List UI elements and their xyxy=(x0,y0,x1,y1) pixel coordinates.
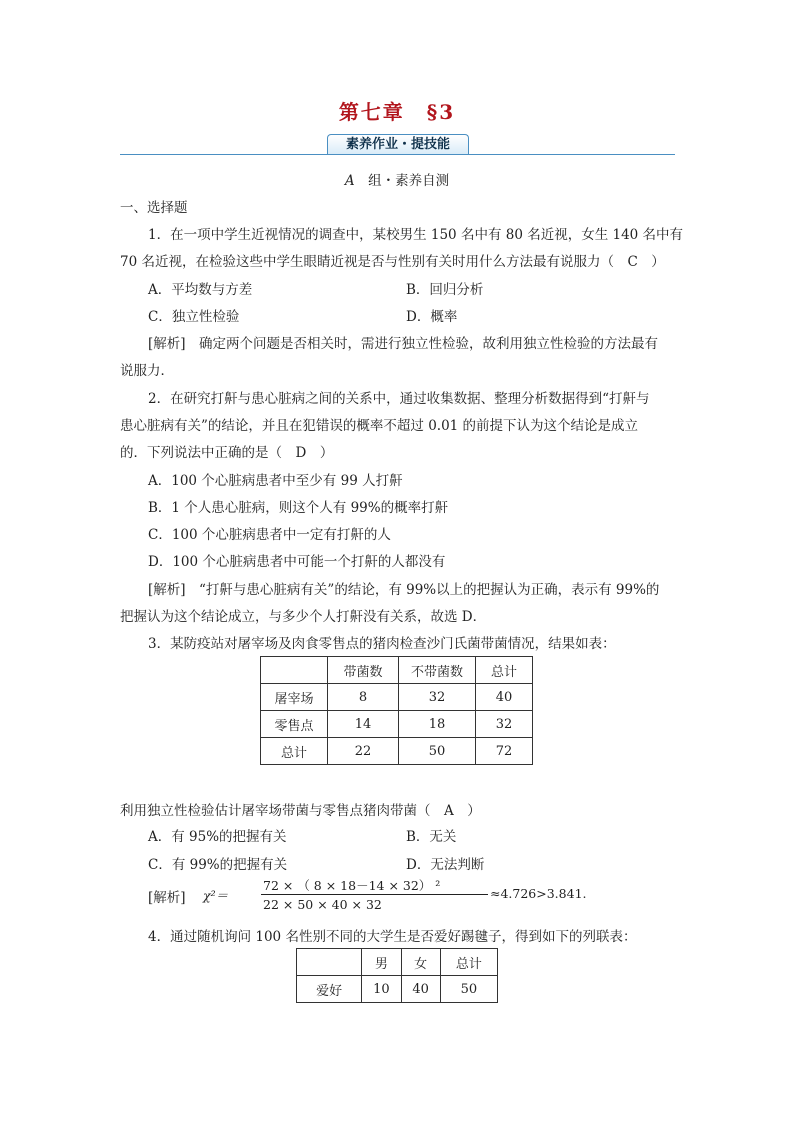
table-cell: 8 xyxy=(328,684,399,711)
q3-analysis-label: [解析] xyxy=(148,890,186,906)
group-label: 组・素养自测 xyxy=(354,173,450,189)
q3-option-a: A．有 95%的把握有关 xyxy=(148,829,287,845)
table-cell: 爱好 xyxy=(297,976,362,1003)
q3-line1: 3．某防疫站对屠宰场及肉食零售点的猪肉检查沙门氏菌带菌情况，结果如表： xyxy=(148,636,616,652)
table-cell: 32 xyxy=(476,711,533,738)
q4-contingency-table xyxy=(296,948,498,1003)
table-header-row xyxy=(297,949,498,976)
table-cell: 22 xyxy=(328,738,399,765)
table-cell: 屠宰场 xyxy=(261,684,328,711)
table-cell: 50 xyxy=(399,738,476,765)
q3-contingency-table xyxy=(260,656,533,765)
table-cell: 50 xyxy=(440,976,497,1003)
q2-line1: 2．在研究打鼾与患心脏病之间的关系中，通过收集数据、整理分析数据得到“打鼾与 xyxy=(148,391,650,407)
table-cell: 总计 xyxy=(261,738,328,765)
q1-line2: 70 名近视，在检验这些中学生眼睛近视是否与性别有关时用什么方法最有说服力（ C ） xyxy=(120,254,665,270)
formula-numerator: 72 × （ 8 × 18－14 × 32） ² xyxy=(263,878,441,893)
table-cell: 40 xyxy=(476,684,533,711)
q2-line3: 的．下列说法中正确的是（ D ） xyxy=(120,445,334,461)
table-cell: 40 xyxy=(401,976,440,1003)
q1-line1: 1．在一项中学生近视情况的调查中，某校男生 150 名中有 80 名近视，女生 140 名中有 xyxy=(148,227,684,243)
table-cell: 72 xyxy=(476,738,533,765)
q1-analysis-line2: 说服力． xyxy=(120,363,174,379)
q3-option-c: C．有 99%的把握有关 xyxy=(148,857,288,873)
chapter-title: 第七章 §3 xyxy=(338,100,456,124)
table-row xyxy=(297,976,498,1003)
table-cell: 18 xyxy=(399,711,476,738)
formula-denominator: 22 × 50 × 40 × 32 xyxy=(263,897,382,912)
table-cell: 男 xyxy=(362,949,401,976)
table-cell: 10 xyxy=(362,976,401,1003)
q1-option-a: A．平均数与方差 xyxy=(148,282,253,298)
q1-option-b: B．回归分析 xyxy=(406,282,484,298)
q2-option-a: A．100 个心脏病患者中至少有 99 人打鼾 xyxy=(148,473,403,489)
banner-rule xyxy=(120,154,675,155)
table-cell: 总计 xyxy=(440,949,497,976)
q3-option-d: D．无法判断 xyxy=(406,857,485,873)
q3-question: 利用独立性检验估计屠宰场带菌与零售点猪肉带菌（ A ） xyxy=(120,803,481,819)
q1-option-d: D．概率 xyxy=(406,309,458,325)
table-header-row xyxy=(261,657,533,684)
formula-lhs: χ²＝ xyxy=(203,888,229,903)
banner-label: 素养作业・提技能 xyxy=(327,134,469,154)
fraction-bar xyxy=(261,894,488,895)
table-cell xyxy=(297,949,362,976)
table-cell: 32 xyxy=(399,684,476,711)
table-row xyxy=(261,738,533,765)
q3-option-b: B．无关 xyxy=(406,829,457,845)
banner xyxy=(120,134,675,158)
q1-analysis-line1: [解析] 确定两个问题是否相关时，需进行独立性检验，故利用独立性检验的方法最有 xyxy=(148,336,659,352)
table-cell: 女 xyxy=(401,949,440,976)
q1-option-c: C．独立性检验 xyxy=(148,309,240,325)
table-cell: 不带菌数 xyxy=(399,657,476,684)
q2-option-d: D．100 个心脏病患者中可能一个打鼾的人都没有 xyxy=(148,554,446,570)
table-cell: 带菌数 xyxy=(328,657,399,684)
table-row xyxy=(261,711,533,738)
table-cell xyxy=(261,657,328,684)
q2-line2: 患心脏病有关”的结论，并且在犯错误的概率不超过 0.01 的前提下认为这个结论是成立 xyxy=(120,418,639,434)
group-subtitle xyxy=(0,169,794,189)
q2-option-b: B．1 个人患心脏病，则这个人有 99%的概率打鼾 xyxy=(148,500,449,516)
section-heading: 一、选择题 xyxy=(120,200,188,216)
formula-result: ≈4.726>3.841. xyxy=(490,886,587,901)
q2-analysis-line2: 把握认为这个结论成立，与多少个人打鼾没有关系，故选 D． xyxy=(120,609,487,625)
table-cell: 零售点 xyxy=(261,711,328,738)
group-letter: A xyxy=(344,173,355,189)
q2-option-c: C．100 个心脏病患者中一定有打鼾的人 xyxy=(148,527,391,543)
table-cell: 总计 xyxy=(476,657,533,684)
q2-analysis-line1: [解析] “打鼾与患心脏病有关”的结论，有 99%以上的把握认为正确，表示有 99%的 xyxy=(148,582,660,598)
table-row xyxy=(261,684,533,711)
q4-line1: 4．通过随机询问 100 名性别不同的大学生是否爱好踢毽子，得到如下的列联表： xyxy=(148,929,637,945)
table-cell: 14 xyxy=(328,711,399,738)
